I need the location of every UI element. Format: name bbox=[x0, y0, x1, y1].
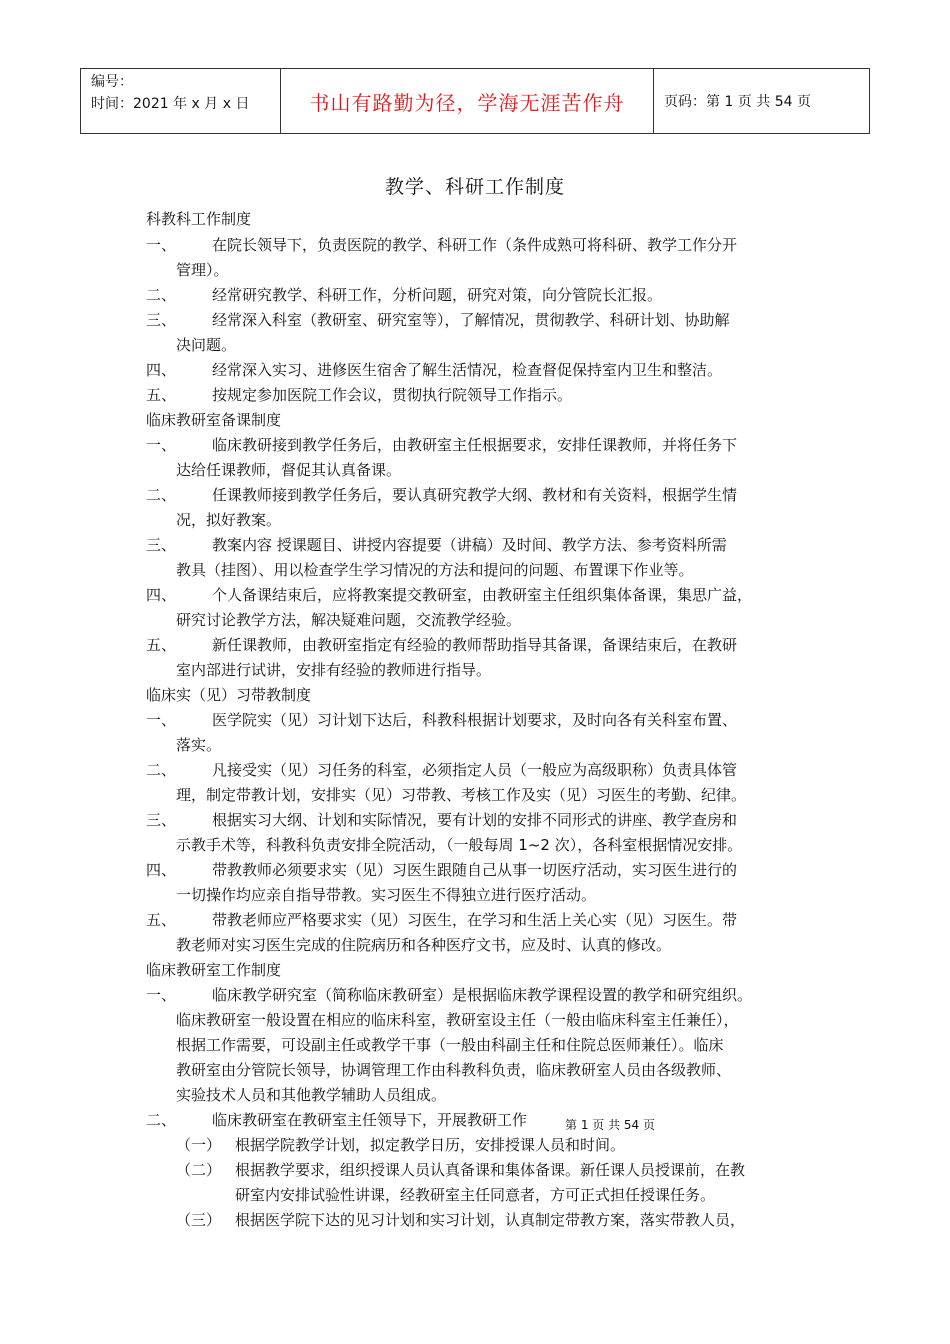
item-text: 凡接受实（见）习任务的科室，必须指定人员（一般应为高级职称）负责具体管 bbox=[212, 761, 738, 779]
item-text-cont: 教具（挂图）、用以检查学生学习情况的方法和提问的问题、布置课下作业等。 bbox=[176, 561, 694, 579]
item-text-cont: 达给任课教师，督促其认真备课。 bbox=[176, 461, 402, 479]
item-number: 四、 bbox=[146, 361, 177, 379]
item-text: 临床教研接到教学任务后，由教研室主任根据要求，安排任课教师，并将任务下 bbox=[212, 436, 738, 454]
footer-page-number: 第 1 页 共 54 页 bbox=[565, 1118, 655, 1132]
item-number: 三、 bbox=[146, 811, 177, 829]
item-number: 四、 bbox=[146, 861, 177, 879]
item-text: 在院长领导下，负责医院的教学、科研工作（条件成熟可将科研、教学工作分开 bbox=[212, 236, 738, 254]
section-heading: 临床实（见）习带教制度 bbox=[146, 686, 312, 704]
item-text-cont: 教研室由分管院长领导，协调管理工作由科教科负责，临床教研室人员由各级教师、 bbox=[176, 1061, 732, 1079]
item-text: 经常研究教学、科研工作，分析问题，研究对策，向分管院长汇报。 bbox=[212, 286, 663, 304]
item-text: 根据实习大纲、计划和实际情况，要有计划的安排不同形式的讲座、教学查房和 bbox=[212, 811, 738, 829]
header-table bbox=[80, 68, 870, 134]
item-number: 三、 bbox=[146, 536, 177, 554]
header-motto: 书山有路勤为径，学海无涯苦作舟 bbox=[309, 90, 625, 115]
header-motto-cell bbox=[281, 69, 654, 133]
item-text-cont: 决问题。 bbox=[176, 336, 237, 354]
item-text-cont: 教老师对实习医生完成的住院病历和各种医疗文书，应及时、认真的修改。 bbox=[176, 936, 672, 954]
page-title: 教学、科研工作制度 bbox=[384, 176, 565, 198]
item-text: 个人备课结束后，应将教案提交教研室，由教研室主任组织集体备课，集思广益， bbox=[212, 586, 753, 604]
item-number: 一、 bbox=[146, 986, 177, 1004]
item-text-cont: 落实。 bbox=[176, 736, 222, 754]
item-number: 二、 bbox=[146, 1111, 177, 1129]
sub-item-text: 根据学院教学计划，拟定教学日历，安排授课人员和时间。 bbox=[235, 1136, 626, 1154]
item-text: 任课教师接到教学任务后，要认真研究教学大纲、教材和有关资料，根据学生情 bbox=[212, 486, 738, 504]
item-number: 二、 bbox=[146, 761, 177, 779]
item-text-cont: 实验技术人员和其他教学辅助人员组成。 bbox=[176, 1086, 447, 1104]
item-text: 经常深入实习、进修医生宿舍了解生活情况，检查督促保持室内卫生和整洁。 bbox=[212, 361, 723, 379]
item-number: 二、 bbox=[146, 486, 177, 504]
item-text: 医学院实（见）习计划下达后，科教科根据计划要求，及时向各有关科室布置、 bbox=[212, 711, 738, 729]
header-page-info: 页码：第 1 页 共 54 页 bbox=[664, 94, 811, 110]
item-number: 三、 bbox=[146, 311, 177, 329]
sub-item-number: （二） bbox=[176, 1161, 222, 1179]
item-text-cont: 根据工作需要，可设副主任或教学干事（一般由科副主任和住院总医师兼任）。临床 bbox=[176, 1036, 724, 1054]
sub-item-number: （三） bbox=[176, 1211, 222, 1229]
item-number: 二、 bbox=[146, 286, 177, 304]
section-heading: 科教科工作制度 bbox=[146, 210, 252, 228]
item-text-cont: 况，拟好教案。 bbox=[176, 511, 282, 529]
item-text: 临床教研室在教研室主任领导下，开展教研工作 bbox=[212, 1111, 528, 1129]
item-text-cont: 管理）。 bbox=[176, 261, 229, 279]
sub-item-text-cont: 研室内安排试验性讲课，经教研室主任同意者，方可正式担任授课任务。 bbox=[235, 1186, 716, 1204]
item-text: 临床教学研究室（简称临床教研室）是根据临床教学课程设置的教学和研究组织。 bbox=[212, 986, 753, 1004]
document-time-label: 时间：2021 年 x 月 x 日 bbox=[91, 96, 250, 112]
item-text: 带教老师应严格要求实（见）习医生，在学习和生活上关心实（见）习医生。带 bbox=[212, 911, 738, 929]
sub-item-text: 根据教学要求，组织授课人员认真备课和集体备课。新任课人员授课前，在教 bbox=[235, 1161, 746, 1179]
item-number: 一、 bbox=[146, 436, 177, 454]
item-text: 新任课教师，由教研室指定有经验的教师帮助指导其备课，备课结束后，在教研 bbox=[212, 636, 738, 654]
item-number: 五、 bbox=[146, 911, 177, 929]
item-text: 经常深入科室（教研室、研究室等），了解情况，贯彻教学、科研计划、协助解 bbox=[212, 311, 730, 329]
section-heading: 临床教研室备课制度 bbox=[146, 411, 282, 429]
item-text: 教案内容 授课题目、讲授内容提要（讲稿）及时间、教学方法、参考资料所需 bbox=[212, 536, 727, 554]
item-number: 一、 bbox=[146, 711, 177, 729]
document-number-label: 编号： bbox=[91, 74, 133, 90]
item-text-cont: 示教手术等，科教科负责安排全院活动，（一般每周 1~2 次），各科室根据情况安排。 bbox=[176, 836, 743, 854]
header-page-cell bbox=[654, 69, 869, 133]
item-text-cont: 理，制定带教计划，安排实（见）习带教、考核工作及实（见）习医生的考勤、纪律。 bbox=[176, 786, 747, 804]
item-number: 五、 bbox=[146, 636, 177, 654]
item-number: 五、 bbox=[146, 386, 177, 404]
sub-item-number: （一） bbox=[176, 1136, 222, 1154]
item-text: 按规定参加医院工作会议，贯彻执行院领导工作指示。 bbox=[212, 386, 573, 404]
item-text: 带教教师必须要求实（见）习医生跟随自己从事一切医疗活动，实习医生进行的 bbox=[212, 861, 738, 879]
item-text-cont: 研究讨论教学方法，解决疑难问题，交流教学经验。 bbox=[176, 611, 522, 629]
header-left-cell bbox=[81, 69, 281, 133]
item-text-cont: 室内部进行试讲，安排有经验的教师进行指导。 bbox=[176, 661, 492, 679]
item-text-cont: 一切操作均应亲自指导带教。实习医生不得独立进行医疗活动。 bbox=[176, 886, 597, 904]
item-text-cont: 临床教研室一般设置在相应的临床科室，教研室设主任（一般由临床科室主任兼任）， bbox=[176, 1011, 739, 1029]
section-heading: 临床教研室工作制度 bbox=[146, 961, 282, 979]
item-number: 一、 bbox=[146, 236, 177, 254]
sub-item-text: 根据医学院下达的见习计划和实习计划，认真制定带教方案，落实带教人员， bbox=[235, 1211, 746, 1229]
item-number: 四、 bbox=[146, 586, 177, 604]
